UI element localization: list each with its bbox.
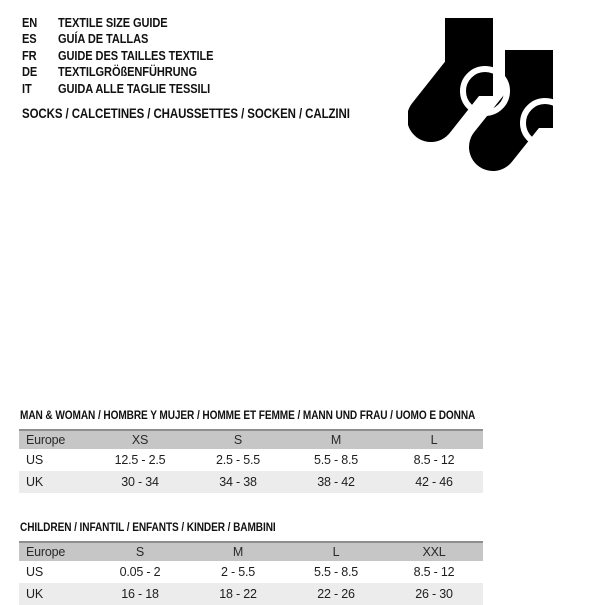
table-header-row (19, 430, 483, 449)
column-header: XS (131, 433, 149, 447)
size-cell: 42 - 46 (415, 475, 453, 489)
size-table-children (19, 541, 483, 605)
category-title: SOCKS / CALCETINES / CHAUSSETTES / SOCKEN / CALZINI (22, 106, 350, 121)
language-row-de (22, 64, 241, 80)
size-cell: 16 - 18 (121, 587, 159, 601)
size-cell: 8.5 - 12 (413, 453, 455, 467)
language-label: GUIDA ALLE TAGLIE TESSILI (58, 80, 211, 96)
size-cell: 2.5 - 5.5 (215, 453, 261, 467)
table-row-us (19, 561, 483, 583)
language-label: GUIDE DES TAILLES TEXTILE (58, 47, 214, 63)
language-row-es (22, 31, 241, 47)
language-label: GUÍA DE TALLAS (58, 31, 149, 47)
size-cell: 22 - 26 (317, 587, 355, 601)
table-title-children: CHILDREN / INFANTIL / ENFANTS / KINDER / BAMBINI (20, 520, 276, 534)
column-header: L (430, 433, 438, 447)
size-cell: 30 - 34 (121, 475, 159, 489)
column-header: Europe (26, 545, 66, 559)
table-row-uk (19, 583, 483, 605)
size-cell: 18 - 22 (219, 587, 257, 601)
language-code: IT (22, 80, 32, 96)
size-tables-section (19, 408, 483, 605)
column-header: Europe (26, 433, 66, 447)
size-cell: 34 - 38 (219, 475, 257, 489)
table-row-us (19, 449, 483, 471)
language-row-it (22, 81, 241, 97)
language-code: FR (22, 47, 37, 63)
size-cell: 0.05 - 2 (119, 565, 161, 579)
size-cell: 5.5 - 8.5 (313, 565, 359, 579)
language-code: DE (22, 64, 38, 80)
table-title-man-woman: MAN & WOMAN / HOMBRE Y MUJER / HOMME ET FEMME / MANN UND FRAU / UOMO E DONNA (20, 408, 476, 422)
language-code: ES (22, 31, 37, 47)
column-header: M (330, 433, 342, 447)
language-code: EN (22, 15, 38, 30)
table-row-uk (19, 471, 483, 493)
column-header: S (135, 545, 145, 559)
size-cell: 8.5 - 12 (413, 565, 455, 579)
size-table-man-woman (19, 429, 483, 493)
language-label: TEXTILGRÖßENFÜHRUNG (58, 64, 197, 80)
language-row-en (22, 15, 241, 31)
row-label: UK (26, 587, 43, 601)
column-header: XXL (422, 545, 446, 559)
language-row-fr (22, 48, 241, 64)
size-cell: 38 - 42 (317, 475, 355, 489)
row-label: US (26, 453, 43, 467)
language-guide-list (22, 15, 241, 97)
size-cell: 26 - 30 (415, 587, 453, 601)
column-header: L (332, 545, 340, 559)
size-cell: 12.5 - 2.5 (114, 453, 166, 467)
row-label: US (26, 565, 43, 579)
table-header-row (19, 542, 483, 561)
language-label: TEXTILE SIZE GUIDE (58, 15, 168, 30)
size-cell: 2 - 5.5 (220, 565, 256, 579)
column-header: M (232, 545, 244, 559)
row-label: UK (26, 475, 43, 489)
socks-icon (408, 12, 558, 172)
size-cell: 5.5 - 8.5 (313, 453, 359, 467)
column-header: S (233, 433, 243, 447)
